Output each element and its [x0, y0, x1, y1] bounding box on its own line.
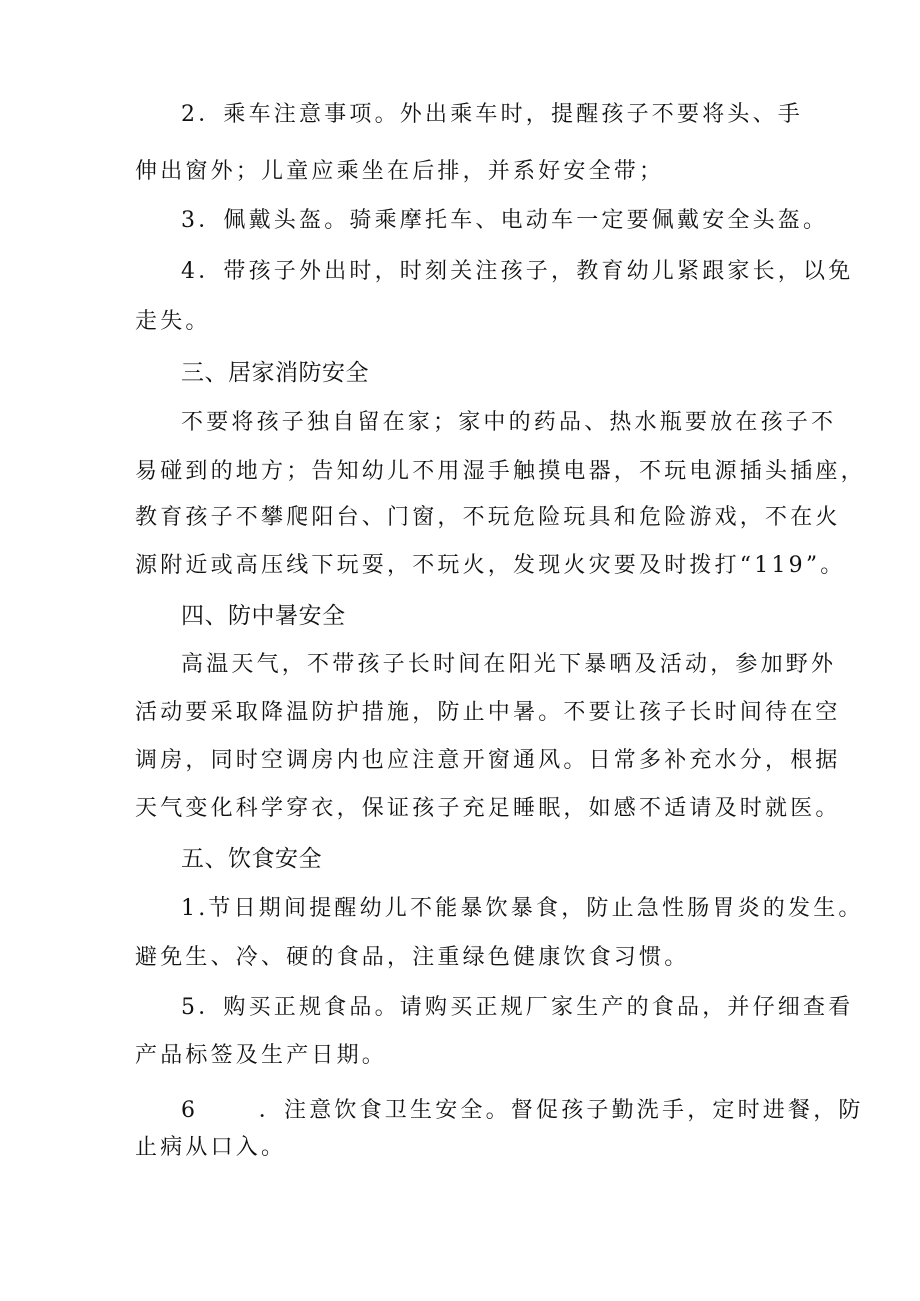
paragraph-line: 伸出窗外；儿童应乘坐在后排，并系好安全带； — [135, 159, 665, 184]
paragraph-line: 5．购买正规食品。请购买正规厂家生产的食品，并仔细查看 — [181, 995, 854, 1020]
paragraph-line: 天气变化科学穿衣，保证孩子充足睡眠，如感不适请及时就医。 — [135, 796, 841, 821]
section-heading: 三、居家消防安全 — [181, 360, 369, 386]
paragraph-line: 3．佩戴头盔。骑乘摩托车、电动车一定要佩戴安全头盔。 — [181, 208, 829, 233]
paragraph-line: 产品标签及生产日期。 — [135, 1043, 388, 1068]
paragraph-line: 教育孩子不攀爬阳台、门窗，不玩危险玩具和危险游戏，不在火 — [135, 505, 841, 530]
paragraph-line: 2．乘车注意事项。外出乘车时，提醒孩子不要将头、手 — [181, 102, 803, 127]
paragraph-line: 活动要采取降温防护措施，防止中暑。不要让孩子长时间待在空 — [135, 700, 841, 725]
paragraph-line: 6 ．注意饮食卫生安全。督促孩子勤洗手，定时进餐，防 — [181, 1098, 864, 1123]
section-heading: 五、饮食安全 — [181, 846, 322, 872]
paragraph-line: 止病从口入。 — [135, 1135, 287, 1160]
paragraph-line: 不要将孩子独自留在家；家中的药品、热水瓶要放在孩子不 — [181, 410, 837, 435]
section-heading: 四、防中暑安全 — [181, 603, 346, 629]
paragraph-line: 调房，同时空调房内也应注意开窗通风。日常多补充水分，根据 — [135, 748, 841, 773]
paragraph-line: 易碰到的地方；告知幼儿不用湿手触摸电器，不玩电源插头插座， — [135, 459, 866, 484]
paragraph-line: 走失。 — [135, 309, 211, 334]
paragraph-line: 4．带孩子外出时，时刻关注孩子，教育幼儿紧跟家长，以免 — [181, 259, 854, 284]
paragraph-line: 1.节日期间提醒幼儿不能暴饮暴食，防止急性肠胃炎的发生。 — [181, 896, 864, 921]
paragraph-line: 高温天气，不带孩子长时间在阳光下暴晒及活动，参加野外 — [181, 652, 837, 677]
paragraph-line: 源附近或高压线下玩耍，不玩火，发现火灾要及时拨打“119”。 — [135, 553, 846, 578]
paragraph-line: 避免生、冷、硬的食品，注重绿色健康饮食习惯。 — [135, 945, 690, 970]
